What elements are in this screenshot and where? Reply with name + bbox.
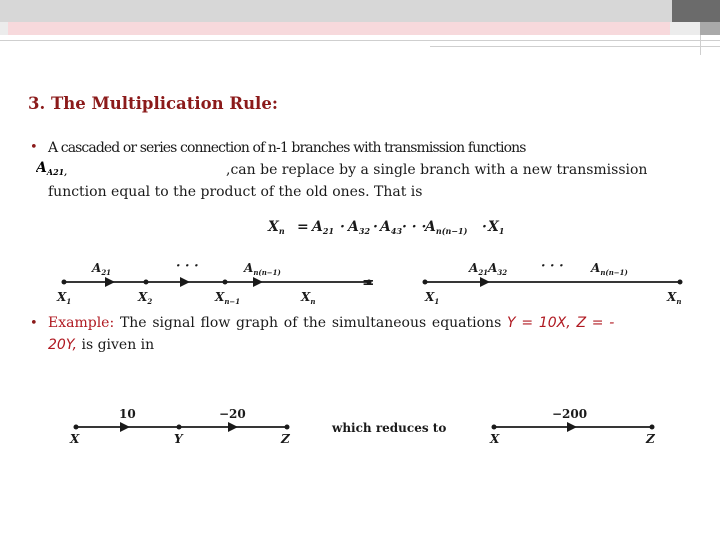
header-bar — [0, 0, 720, 22]
label-z-reduced: Z — [646, 432, 655, 446]
bullet-marker: • — [30, 140, 38, 155]
equation-z-tail: 20Y, — [48, 337, 78, 353]
bullet1-line3: function equal to the product of the old ones. That is — [48, 184, 423, 200]
label-x: X — [70, 432, 80, 446]
arrow-neg20 — [228, 422, 238, 432]
svg-text:·: · — [340, 219, 345, 235]
formula-x1: $X_1$ — [488, 219, 505, 236]
formula-a32: $A_{32}$ — [348, 219, 371, 236]
gain-dots: · · · — [176, 259, 199, 274]
arrow-10 — [120, 422, 130, 432]
formula-an: $A_{n(n-1)}$ — [425, 219, 468, 236]
node-x — [74, 425, 79, 430]
node-label-xn: $X_n$ — [301, 290, 316, 306]
node-z — [285, 425, 290, 430]
bullet2-line2 — [48, 334, 154, 356]
product-formula — [262, 212, 512, 240]
reduces-to-text: which reduces to — [332, 421, 447, 435]
gain-a21: $A_{21}$ — [92, 261, 112, 277]
example-diagram — [62, 404, 682, 454]
node-xn-right — [678, 280, 683, 285]
svg-text:·: · — [373, 219, 378, 235]
node-label-x2: $X_2$ — [138, 290, 153, 306]
equation-y: Y = 10X, — [507, 315, 571, 331]
formula-a43: $A_{43}$ — [380, 219, 403, 236]
node-label-xn1: $X_{n-1}$ — [215, 290, 241, 306]
bullet2-text — [48, 312, 710, 334]
arrow-neg200 — [567, 422, 577, 432]
header-stripe-pink — [8, 22, 670, 35]
equation-z: Z = - — [576, 315, 615, 331]
example-text-a: The signal flow graph of the simultaneous equations — [119, 315, 502, 331]
divider-line — [430, 46, 720, 47]
divider-line — [700, 35, 701, 55]
header-stripe — [0, 22, 720, 35]
gain-dots-right: · · · — [541, 259, 564, 274]
arrow-a21 — [105, 277, 115, 287]
gain-an-right: $A_{n(n-1)}$ — [591, 261, 628, 277]
equivalence-sign: = — [362, 273, 375, 291]
formula-a21: $A_{21}$ — [312, 219, 335, 236]
node-label-x1: $X_1$ — [57, 290, 72, 306]
label-y: Y — [174, 432, 183, 446]
arrow-combined — [480, 277, 490, 287]
node-z-reduced — [650, 425, 655, 430]
arrow-mid — [180, 277, 190, 287]
header-stripe-accent — [700, 22, 720, 35]
gain-a21a32: $A_{21}A_{32}$ — [469, 261, 508, 277]
node-x1 — [62, 280, 67, 285]
bullet1-line1: A cascaded or series connection of n-1 branches with transmission functions — [48, 140, 526, 156]
formula-lhs: $X_n$ — [268, 219, 285, 236]
formula-eq: = — [297, 219, 309, 235]
bullet-marker: • — [30, 316, 38, 331]
gain-an: $A_{n(n-1)}$ — [244, 261, 281, 277]
header-bar-accent — [672, 0, 720, 22]
arrow-an — [253, 277, 263, 287]
svg-text:·: · — [482, 219, 487, 235]
node-x-reduced — [492, 425, 497, 430]
label-z: Z — [281, 432, 290, 446]
svg-text:· · ·: · · · — [402, 219, 427, 235]
gain-neg20: −20 — [219, 407, 246, 421]
bullet1-line2: ,can be replace by a single branch with a new transmission — [226, 162, 648, 178]
slide-title: 3. The Multiplication Rule: — [28, 94, 278, 113]
node-y — [177, 425, 182, 430]
fn-a21: $A_{A21,}$ — [36, 160, 67, 177]
example-label: Example: — [48, 315, 115, 331]
node-x-mid — [223, 280, 228, 285]
node-x2 — [144, 280, 149, 285]
cascade-diagram — [55, 255, 695, 310]
transmission-function-list — [36, 155, 236, 179]
example-text-b: is given in — [81, 337, 155, 353]
divider-line — [0, 40, 720, 41]
label-x-reduced: X — [490, 432, 500, 446]
gain-neg200: −200 — [552, 407, 588, 421]
gain-10: 10 — [119, 407, 136, 421]
node-label-x1-right: $X_1$ — [425, 290, 440, 306]
node-label-xn-right: $X_n$ — [667, 290, 682, 306]
node-x1-right — [423, 280, 428, 285]
